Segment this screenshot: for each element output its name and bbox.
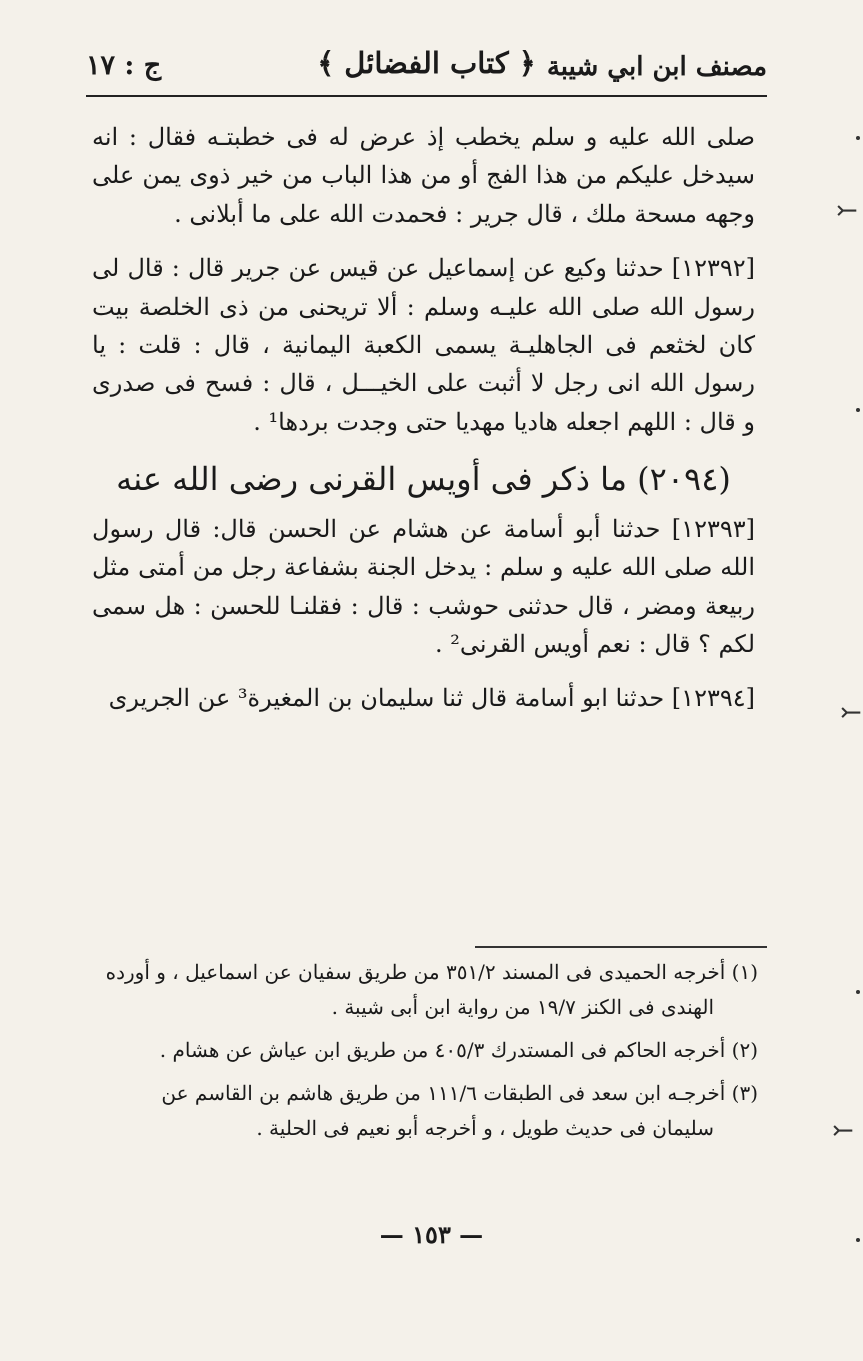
footnote-1: (١) أخرجه الحميدى فى المسند ٣٥١/٢ من طريق سفيان عن اسماعيل ، و أورده الهندى فى الكنز ١٩/٧ من رواية ابن أبى شيبة .: [105, 960, 758, 1019]
margin-arrow-mark: ⤚: [840, 698, 862, 728]
section-title: (٢٠٩٤) ما ذكر فى أويس القرنى رضى الله عنه: [116, 460, 731, 499]
margin-arrow-mark: ⤚: [832, 1116, 854, 1146]
paragraph-hadith-12392: [١٢٣٩٢] حدثنا وكيع عن إسماعيل عن قيس عن جرير قال : قال لى رسول الله صلى الله عليـه وسلم : ألا تريحنى من ذى الخلصة بيت كان لخثعم فى الجاهليـة يسمى الكعبة اليمانية ، قال : قلت : يا رسول الله انى رجل لا أثبت على الخيـــل ، قال : فسح فى صدرى و قال : اللهم اجعله هاديا مهديا حتى وجدت بردها¹ .: [92, 254, 756, 436]
book-title: ﴿ كتاب الفضائل ﴾: [317, 46, 536, 80]
footnote-rule: [475, 946, 767, 948]
footnotes: [98, 955, 758, 1154]
work-title: مصنف ابن ابي شيبة: [546, 52, 767, 82]
margin-dot-mark: [856, 1238, 860, 1242]
footnote-2: (٢) أخرجه الحاكم فى المستدرك ٤٠٥/٣ من طريق ابن عياش عن هشام .: [159, 1038, 758, 1062]
paragraph-hadith-12394: [١٢٣٩٤] حدثنا ابو أسامة قال ثنا سليمان بن المغيرة³ عن الجريرى: [108, 684, 755, 713]
main-text: [92, 118, 755, 734]
header-rule: [86, 95, 767, 97]
paragraph-1: صلى الله عليه و سلم يخطب إذ عرض له فى خطبتـه فقال : انه سيدخل عليكم من هذا الفج أو من هذا الباب من خير ذوى يمن على وجهه مسحة ملك ، قال جرير : فحمدت الله على ما أبلانى .: [92, 123, 756, 228]
volume-label: ج : ١٧: [86, 50, 162, 81]
footnote-3: (٣) أخرجـه ابن سعد فى الطبقات ١١١/٦ من طريق هاشم بن القاسم عن سليمان فى حديث طويل ، و أخرجه أبو نعيم فى الحلية .: [161, 1081, 758, 1140]
page-number: — ١٥٣ —: [379, 1220, 484, 1249]
margin-dot-mark: [856, 990, 860, 994]
paragraph-hadith-12393: [١٢٣٩٣] حدثنا أبو أسامة عن هشام عن الحسن قال: قال رسول الله صلى الله عليه و سلم : يدخل الجنة بشفاعة رجل من أمتى مثل ربيعة ومضر ، قال حدثنى حوشب : قال : فقلنـا للحسن : هل سمى لكم ؟ قال : نعم أويس القرنى² .: [92, 514, 755, 659]
margin-dot-mark: [856, 136, 860, 140]
margin-dot-mark: [856, 408, 860, 412]
running-header: [86, 44, 767, 94]
margin-arrow-mark: ⤚: [836, 196, 858, 226]
